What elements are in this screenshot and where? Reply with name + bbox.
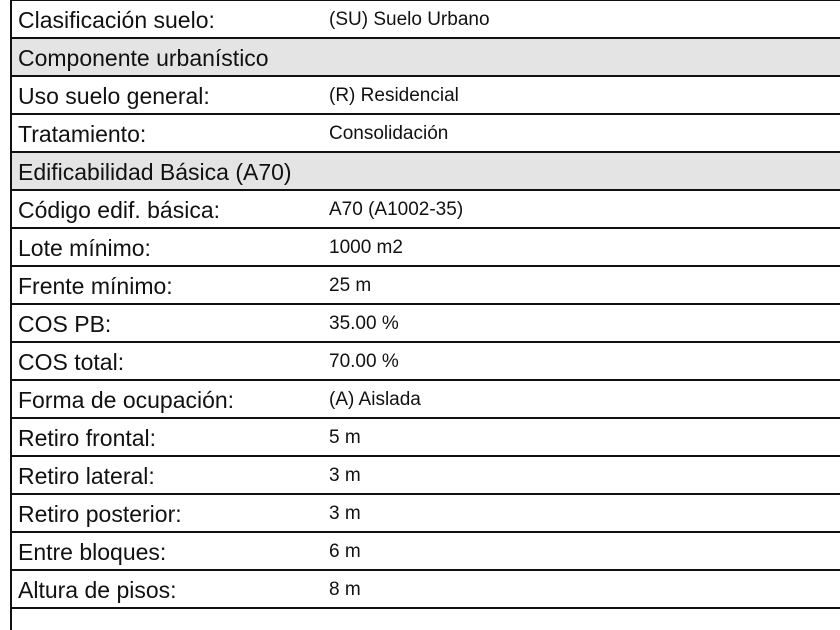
row-value: 5 m <box>329 427 361 448</box>
table-row-altura-de-pisos <box>12 571 840 609</box>
table-row-retiro-frontal <box>12 419 840 457</box>
row-label: Altura de pisos: <box>18 577 177 603</box>
table-row-entre-bloques <box>12 533 840 571</box>
section-header-componente-urbanistico <box>12 39 840 77</box>
section-title: Edificabilidad Básica (A70) <box>18 159 292 185</box>
table-row-cos-pb <box>12 305 840 343</box>
table-row-frente-minimo <box>12 267 840 305</box>
row-value: 25 m <box>329 275 372 296</box>
row-label: COS total: <box>18 349 125 375</box>
row-value: Consolidación <box>329 123 449 144</box>
zoning-info-table <box>10 0 840 630</box>
row-label: Frente mínimo: <box>18 273 173 299</box>
table-row-cut-bottom <box>12 609 840 630</box>
row-label: Tratamiento: <box>18 121 147 147</box>
row-value: 3 m <box>329 465 361 486</box>
row-label: Retiro frontal: <box>18 425 157 451</box>
table-row-retiro-posterior <box>12 495 840 533</box>
row-value: 3 m <box>329 503 361 524</box>
section-title: Componente urbanístico <box>18 45 269 71</box>
table-row-clasificacion-suelo <box>12 1 840 39</box>
row-label: Lote mínimo: <box>18 235 151 261</box>
row-label: Código edif. básica: <box>18 197 221 223</box>
table-row-retiro-lateral <box>12 457 840 495</box>
row-label: Entre bloques: <box>18 539 167 565</box>
row-value: (SU) Suelo Urbano <box>329 9 490 30</box>
row-label: Clasificación suelo: <box>18 7 215 33</box>
row-label: Retiro posterior: <box>18 501 182 527</box>
section-header-edificabilidad-basica <box>12 153 840 191</box>
row-value: 70.00 % <box>329 351 399 372</box>
row-value: 1000 m2 <box>329 237 403 258</box>
row-value: (R) Residencial <box>329 85 459 106</box>
row-value: 35.00 % <box>329 313 399 334</box>
table-row-tratamiento <box>12 115 840 153</box>
row-value: 8 m <box>329 579 361 600</box>
row-label: Uso suelo general: <box>18 83 210 109</box>
table-row-cos-total <box>12 343 840 381</box>
table-row-forma-de-ocupacion <box>12 381 840 419</box>
table-row-uso-suelo-general <box>12 77 840 115</box>
row-label: Retiro lateral: <box>18 463 155 489</box>
row-label: Forma de ocupación: <box>18 387 235 413</box>
row-label: COS PB: <box>18 311 112 337</box>
row-value: (A) Aislada <box>329 389 421 410</box>
row-value: A70 (A1002-35) <box>329 199 464 220</box>
row-value: 6 m <box>329 541 361 562</box>
table-row-lote-minimo <box>12 229 840 267</box>
table-row-codigo-edif-basica <box>12 191 840 229</box>
